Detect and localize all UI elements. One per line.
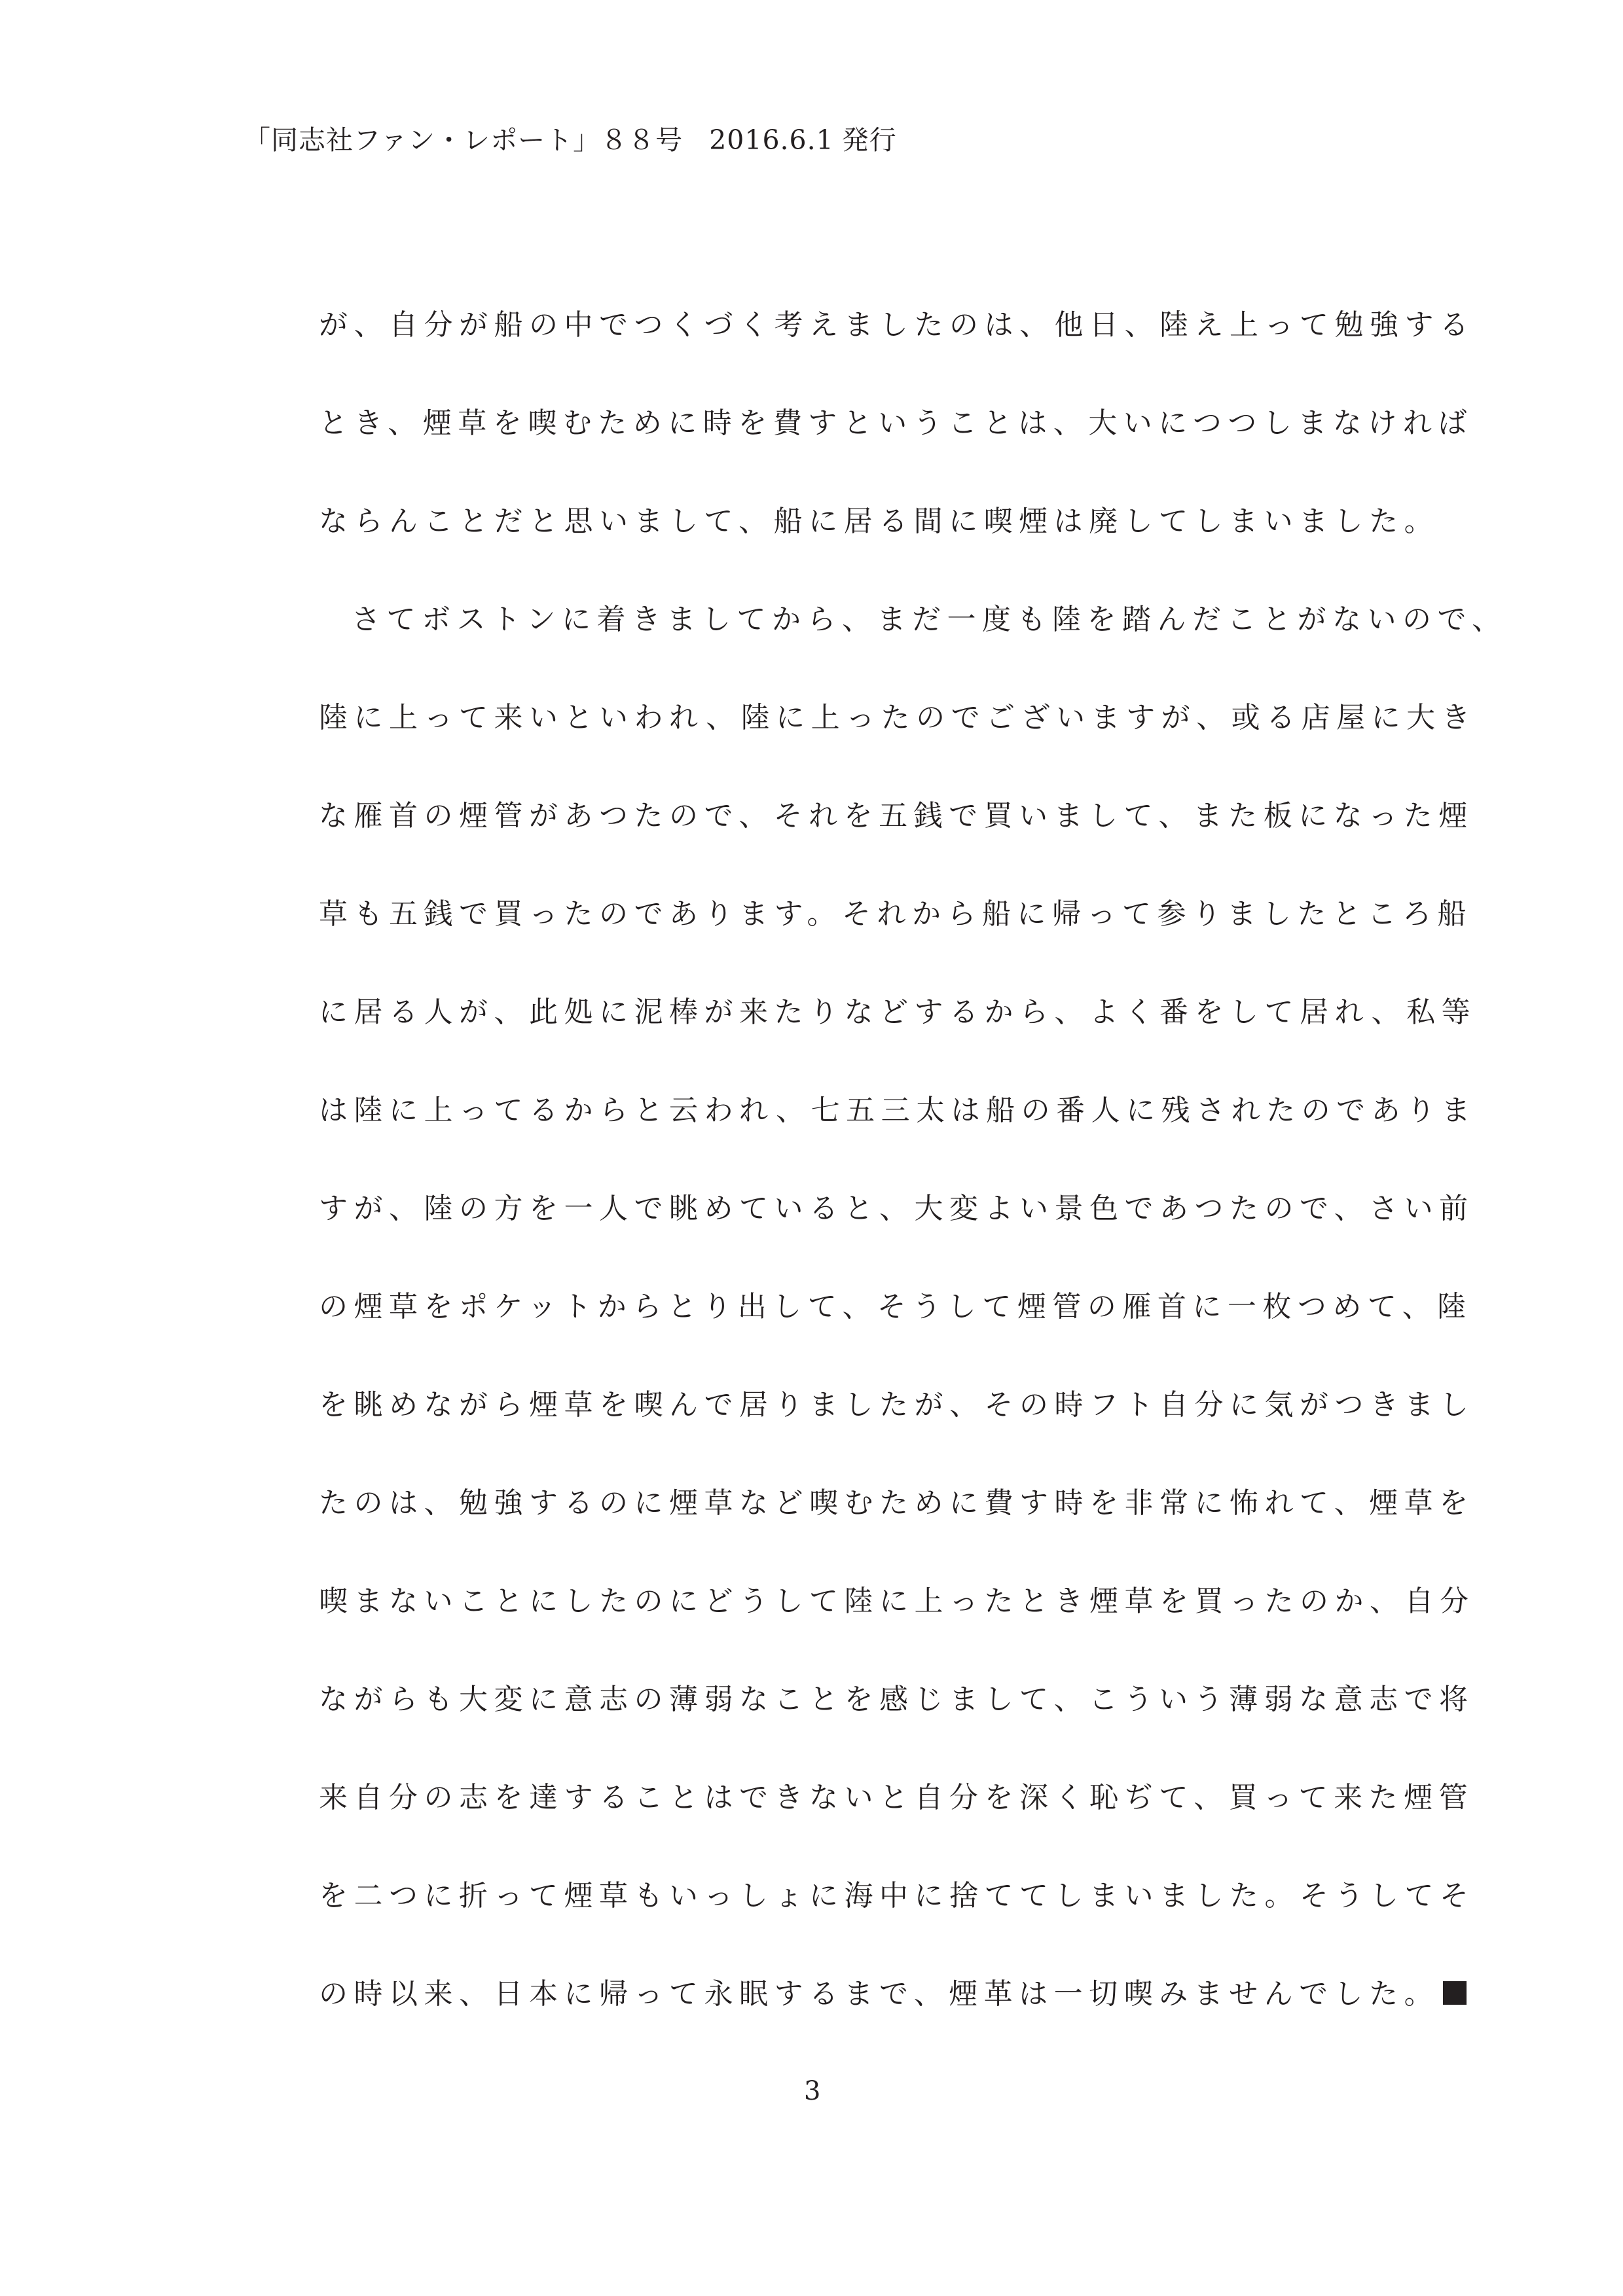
text-line: の煙草をポケットからとり出して、そうして煙管の雁首に一枚つめて、陸 xyxy=(319,1290,1472,1323)
text-line: たのは、勉強するのに煙草など喫むために費す時を非常に怖れて、煙草を xyxy=(319,1486,1474,1520)
text-line: 喫まないことにしたのにどうして陸に上ったとき煙草を買ったのか、自分 xyxy=(319,1585,1475,1618)
text-line: ながらも大変に意志の薄弱なことを感じまして、こういう薄弱な意志で将 xyxy=(319,1683,1474,1716)
publication-title: 「同志社ファン・レポート」 xyxy=(244,124,601,156)
page-number: 3 xyxy=(804,2076,821,2106)
text-line: 陸に上って来いといわれ、陸に上ったのでございますが、或る店屋に大き xyxy=(319,701,1477,734)
last-line-text: の時以来、日本に帰って永眠するまで、煙革は一切喫みませんでした。 xyxy=(319,1977,1440,2011)
text-line: すが、陸の方を一人で眺めていると、大変よい景色であつたので、さい前 xyxy=(319,1192,1474,1225)
page-header xyxy=(244,122,897,158)
text-line: を眺めながら煙草を喫んで居りましたが、その時フト自分に気がつきまし xyxy=(319,1388,1475,1422)
text-line: 来自分の志を達することはできないと自分を深く恥ぢて、買って来た煙管 xyxy=(319,1781,1474,1814)
end-mark-square-icon xyxy=(1443,1981,1467,2005)
paragraph-start-line: さてボストンに着きましてから、まだ一度も陸を踏んだことがないので、 xyxy=(352,603,1507,636)
text-line: が、自分が船の中でつくづく考えましたのは、他日、陸え上って勉強する xyxy=(319,308,1475,342)
text-line: ならんことだと思いまして、船に居る間に喫煙は廃してしまいました。 xyxy=(319,505,1440,538)
issued-label: 発行 xyxy=(841,124,897,156)
text-line: とき、煙草を喫むために時を費すということは、大いにつつしまなければ xyxy=(319,406,1473,440)
text-line: 草も五銭で買ったのであります。それから船に帰って参りましたところ船 xyxy=(319,897,1472,931)
text-line: を二つに折って煙草もいっしょに海中に捨ててしまいました。そうしてそ xyxy=(319,1879,1475,1912)
text-line: な雁首の煙管があつたので、それを五銭で買いまして、また板になった煙 xyxy=(319,799,1474,833)
text-line: に居る人が、此処に泥棒が来たりなどするから、よく番をして居れ、私等 xyxy=(319,996,1477,1029)
last-text-line xyxy=(319,1965,1451,2063)
article-body xyxy=(319,296,1507,2063)
text-line: は陸に上ってるからと云われ、七五三太は船の番人に残されたのでありま xyxy=(319,1094,1477,1127)
issue-number: ８８号 xyxy=(600,124,684,156)
issue-date: 2016.6.1 xyxy=(709,124,834,156)
